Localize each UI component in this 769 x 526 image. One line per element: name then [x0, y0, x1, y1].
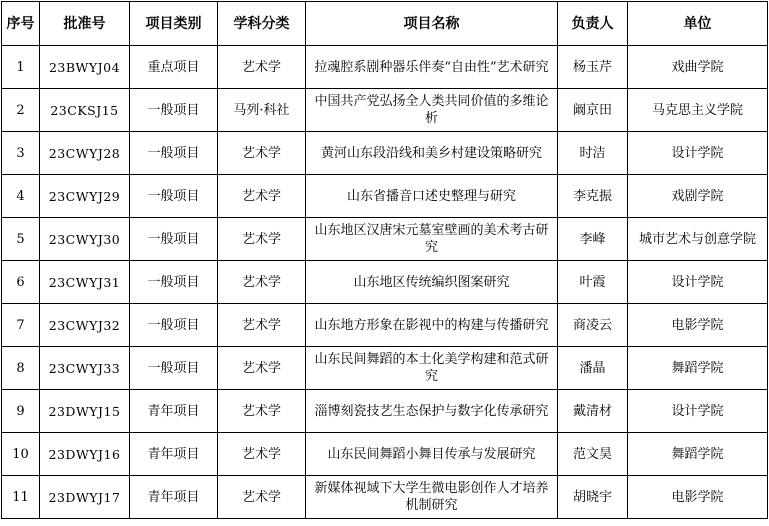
cell-approval-no: 23BWYJ04	[40, 46, 130, 89]
table-row	[2, 175, 768, 218]
cell-unit: 城市艺术与创意学院	[628, 218, 768, 261]
header-project-type: 项目类别	[130, 2, 218, 46]
projects-table	[1, 1, 768, 519]
cell-project-name: 中国共产党弘扬全人类共同价值的多维论析	[306, 89, 558, 132]
cell-discipline: 艺术学	[218, 46, 306, 89]
cell-leader: 商凌云	[558, 304, 628, 347]
cell-project-name: 山东民间舞蹈的本土化美学构建和范式研究	[306, 347, 558, 390]
table-row	[2, 476, 768, 519]
cell-project-type: 青年项目	[130, 390, 218, 433]
cell-index: 7	[2, 304, 40, 347]
cell-unit: 设计学院	[628, 132, 768, 175]
cell-leader: 杨玉芹	[558, 46, 628, 89]
cell-index: 1	[2, 46, 40, 89]
cell-leader: 阚京田	[558, 89, 628, 132]
cell-approval-no: 23DWYJ17	[40, 476, 130, 519]
cell-index: 11	[2, 476, 40, 519]
cell-project-name: 淄博刻瓷技艺生态保护与数字化传承研究	[306, 390, 558, 433]
cell-project-type: 一般项目	[130, 304, 218, 347]
header-row	[2, 2, 768, 46]
cell-index: 9	[2, 390, 40, 433]
cell-discipline: 艺术学	[218, 175, 306, 218]
cell-project-type: 一般项目	[130, 218, 218, 261]
table-row	[2, 261, 768, 304]
cell-discipline: 艺术学	[218, 390, 306, 433]
table-body	[2, 46, 768, 519]
cell-project-type: 一般项目	[130, 175, 218, 218]
cell-project-name: 黄河山东段沿线和美乡村建设策略研究	[306, 132, 558, 175]
cell-project-name: 山东民间舞蹈小舞目传承与发展研究	[306, 433, 558, 476]
cell-discipline: 艺术学	[218, 261, 306, 304]
header-unit: 单位	[628, 2, 768, 46]
cell-index: 8	[2, 347, 40, 390]
header-leader: 负责人	[558, 2, 628, 46]
cell-index: 3	[2, 132, 40, 175]
cell-discipline: 艺术学	[218, 476, 306, 519]
cell-leader: 潘晶	[558, 347, 628, 390]
cell-project-type: 重点项目	[130, 46, 218, 89]
cell-unit: 电影学院	[628, 476, 768, 519]
cell-leader: 范文昊	[558, 433, 628, 476]
cell-approval-no: 23CWYJ28	[40, 132, 130, 175]
cell-unit: 设计学院	[628, 261, 768, 304]
header-index: 序号	[2, 2, 40, 46]
cell-unit: 戏曲学院	[628, 46, 768, 89]
cell-approval-no: 23CWYJ30	[40, 218, 130, 261]
cell-discipline: 艺术学	[218, 132, 306, 175]
cell-leader: 叶霞	[558, 261, 628, 304]
cell-discipline: 艺术学	[218, 304, 306, 347]
cell-approval-no: 23CWYJ32	[40, 304, 130, 347]
table-row	[2, 433, 768, 476]
cell-approval-no: 23CWYJ29	[40, 175, 130, 218]
table-row	[2, 304, 768, 347]
cell-discipline: 马列·科社	[218, 89, 306, 132]
cell-discipline: 艺术学	[218, 433, 306, 476]
cell-leader: 李克振	[558, 175, 628, 218]
cell-project-name: 山东地区汉唐宋元墓室壁画的美术考古研究	[306, 218, 558, 261]
cell-index: 10	[2, 433, 40, 476]
cell-discipline: 艺术学	[218, 218, 306, 261]
cell-unit: 马克思主义学院	[628, 89, 768, 132]
cell-unit: 舞蹈学院	[628, 347, 768, 390]
cell-project-type: 青年项目	[130, 476, 218, 519]
table-row	[2, 390, 768, 433]
cell-project-name: 山东省播音口述史整理与研究	[306, 175, 558, 218]
cell-project-type: 一般项目	[130, 261, 218, 304]
table-row	[2, 89, 768, 132]
cell-leader: 李峰	[558, 218, 628, 261]
header-approval-no: 批准号	[40, 2, 130, 46]
header-project-name: 项目名称	[306, 2, 558, 46]
cell-project-name: 新媒体视域下大学生微电影创作人才培养机制研究	[306, 476, 558, 519]
cell-approval-no: 23CKSJ15	[40, 89, 130, 132]
cell-index: 2	[2, 89, 40, 132]
table-row	[2, 46, 768, 89]
cell-index: 6	[2, 261, 40, 304]
table-row	[2, 132, 768, 175]
cell-leader: 戴清材	[558, 390, 628, 433]
cell-project-type: 青年项目	[130, 433, 218, 476]
cell-project-name: 山东地区传统编织图案研究	[306, 261, 558, 304]
cell-project-type: 一般项目	[130, 132, 218, 175]
cell-project-name: 拉魂腔系剧种器乐伴奏“自由性”艺术研究	[306, 46, 558, 89]
cell-index: 4	[2, 175, 40, 218]
cell-approval-no: 23CWYJ31	[40, 261, 130, 304]
header-discipline: 学科分类	[218, 2, 306, 46]
cell-leader: 胡晓宇	[558, 476, 628, 519]
cell-unit: 设计学院	[628, 390, 768, 433]
cell-project-name: 山东地方形象在影视中的构建与传播研究	[306, 304, 558, 347]
cell-approval-no: 23DWYJ16	[40, 433, 130, 476]
cell-approval-no: 23CWYJ33	[40, 347, 130, 390]
cell-approval-no: 23DWYJ15	[40, 390, 130, 433]
table-row	[2, 218, 768, 261]
cell-index: 5	[2, 218, 40, 261]
cell-leader: 时洁	[558, 132, 628, 175]
cell-discipline: 艺术学	[218, 347, 306, 390]
table-row	[2, 347, 768, 390]
cell-project-type: 一般项目	[130, 347, 218, 390]
cell-unit: 戏剧学院	[628, 175, 768, 218]
cell-unit: 舞蹈学院	[628, 433, 768, 476]
cell-project-type: 一般项目	[130, 89, 218, 132]
cell-unit: 电影学院	[628, 304, 768, 347]
